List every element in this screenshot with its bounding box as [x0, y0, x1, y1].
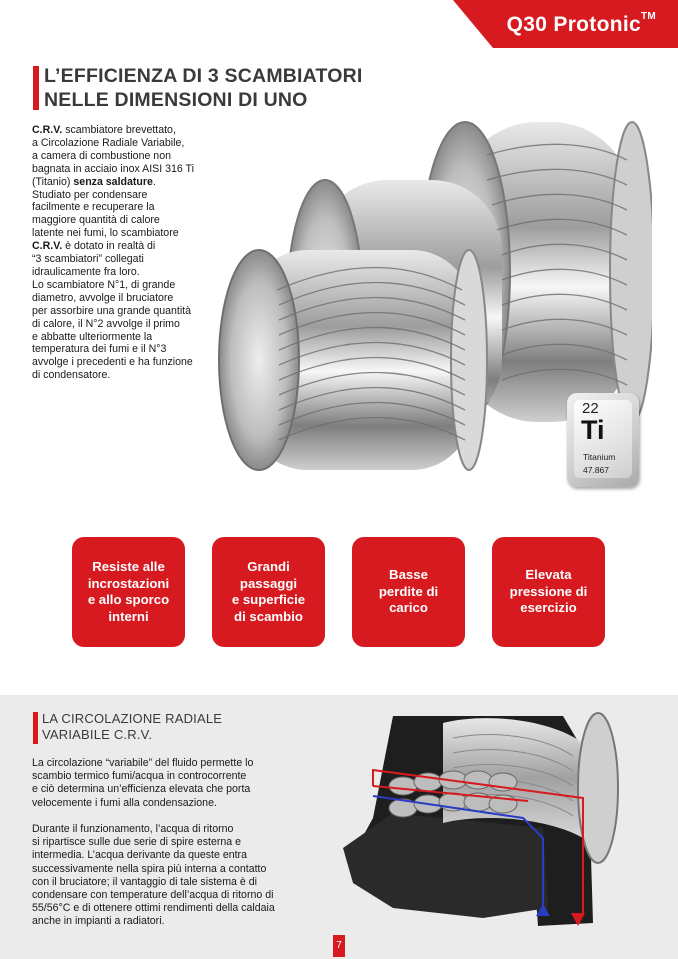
section-title: L’EFFICIENZA DI 3 SCAMBIATORI NELLE DIMENSIONI DI UNO: [44, 65, 363, 111]
atomic-mass: 47.867: [583, 465, 609, 475]
page-number: 7: [333, 935, 345, 957]
element-name: Titanium: [583, 452, 616, 462]
element-symbol: Ti: [581, 415, 605, 445]
feature-box-passages: Grandi passaggi e superficie di scambio: [212, 537, 325, 647]
circulation-section-title: LA CIRCOLAZIONE RADIALE VARIABILE C.R.V.: [42, 711, 223, 742]
atomic-number: 22: [582, 400, 599, 417]
intro-text: C.R.V. scambiatore brevettato, a Circolazione Radiale Variabile, a camera di combustione non bagnata in acciaio inox AISI 316 Ti (Titanio) senza saldature. Studiato per condensare facilmente e recuperare la maggiore quantità di calore latente nei fumi, lo scambiatore C.R.V. è dotato in realtà di “3 scambiatori” collegati idraulicamente fra loro. Lo scambiatore N°1, di grande diametro, avvolge il bruciatore per assorbire una grande quantità di calore, il N°2 avvolge il primo e abbatte ulteriormente la temperatura dei fumi e il N°3 avvolge i precedenti e ha funzione di condensatore.: [32, 124, 194, 382]
feature-box-operating-pressure: Elevata pressione di esercizio: [492, 537, 605, 647]
feature-box-pressure-loss: Basse perdite di carico: [352, 537, 465, 647]
circulation-paragraph-2: Durante il funzionamento, l’acqua di ritorno si ripartisce sulle due serie di spire esterna e intermedia. L’acqua derivante da queste entra successivamente nella spira più interna a contatto con il bruciatore; il vantaggio di tale sistema è di condensare con temperature dell’acqua di ritorno di 55/56°C e di ottenere ottimi rendimenti della caldaia anche in impianti a radiatori.: [32, 823, 275, 928]
subheading-accent-bar: [33, 712, 38, 744]
feature-box-incrustations: Resiste alle incrostazioni e allo sporco interni: [72, 537, 185, 647]
circulation-paragraph-1: La circolazione “variabile” del fluido permette lo scambio termico fumi/acqua in controcorrente e ciò determina un’efficienza elevata che porta velocemente i fumi alla condensazione.: [32, 757, 254, 809]
circulation-cutaway-diagram: [333, 708, 633, 930]
product-title: Q30 Protonic™: [506, 11, 656, 36]
header-tab: [453, 0, 678, 48]
heading-accent-bar: [33, 66, 39, 110]
titanium-element-tile: [567, 393, 639, 487]
housing-base: [343, 813, 548, 918]
